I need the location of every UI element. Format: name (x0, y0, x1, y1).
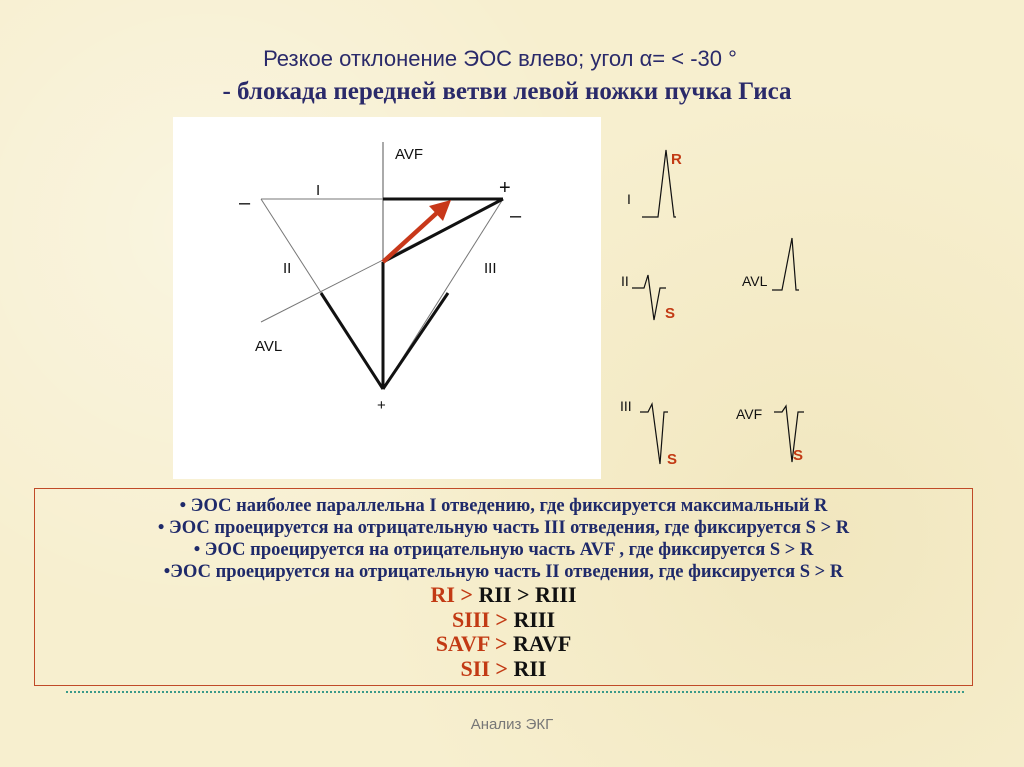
lead-i-label: I (627, 191, 631, 207)
formula-line: SII > RII (460, 655, 547, 681)
lead-avf-s-label: S (793, 447, 804, 464)
formula-line: SAVF > RAVF (435, 631, 572, 656)
lead-iii-waveform (640, 404, 668, 464)
sign-plus-lead-i: + (499, 177, 511, 199)
label-avf: AVF (395, 146, 424, 163)
label-iii: III (484, 260, 497, 277)
lead-iii-projection (383, 293, 448, 389)
bullet-line: • ЭОС наиболее параллельна I отведению, где фиксируется максимальный R (179, 496, 828, 516)
lead-ii-projection (321, 293, 383, 389)
formula-line: SIII > RIII (451, 606, 556, 632)
explanation-box (34, 488, 973, 686)
label-i: I (316, 182, 321, 199)
lead-avf-label: AVF (736, 406, 763, 422)
lead-ii-label: II (621, 273, 629, 289)
lead-ii-waveform (632, 275, 666, 320)
bullet-line: • ЭОС проецируется на отрицательную часть AVF , где фиксируется S > R (193, 540, 814, 560)
sign-minus-right: – (510, 205, 522, 227)
label-avl: AVL (255, 338, 283, 355)
lead-i-r-label: R (671, 151, 682, 168)
lead-ii-s-label: S (665, 305, 676, 322)
lead-iii-s-label: S (667, 451, 678, 468)
bullet-line: •ЭОС проецируется на отрицательную часть II отведения, где фиксируется S > R (163, 562, 844, 582)
sign-plus-bottom: + (377, 397, 386, 414)
slide-title-line2: - блокада передней ветви левой ножки пучка Гиса (222, 78, 792, 105)
ecg-lead-waveforms (610, 140, 830, 480)
bullet-line: • ЭОС проецируется на отрицательную часть III отведения, где фиксируется S > R (157, 518, 850, 538)
dotted-divider (66, 691, 964, 693)
einthoven-triangle-diagram (173, 117, 601, 479)
label-ii: II (283, 260, 292, 277)
sign-minus-left: – (239, 192, 251, 214)
lead-avl-label: AVL (742, 273, 768, 289)
lead-iii-label: III (620, 398, 632, 414)
formula-line: RI > RII > RIII (430, 582, 577, 607)
footer-caption: Анализ ЭКГ (470, 716, 554, 733)
slide-title-line1: Резкое отклонение ЭОС влево; угол α= < -30 ° (263, 46, 737, 71)
lead-avl-waveform (772, 238, 799, 290)
